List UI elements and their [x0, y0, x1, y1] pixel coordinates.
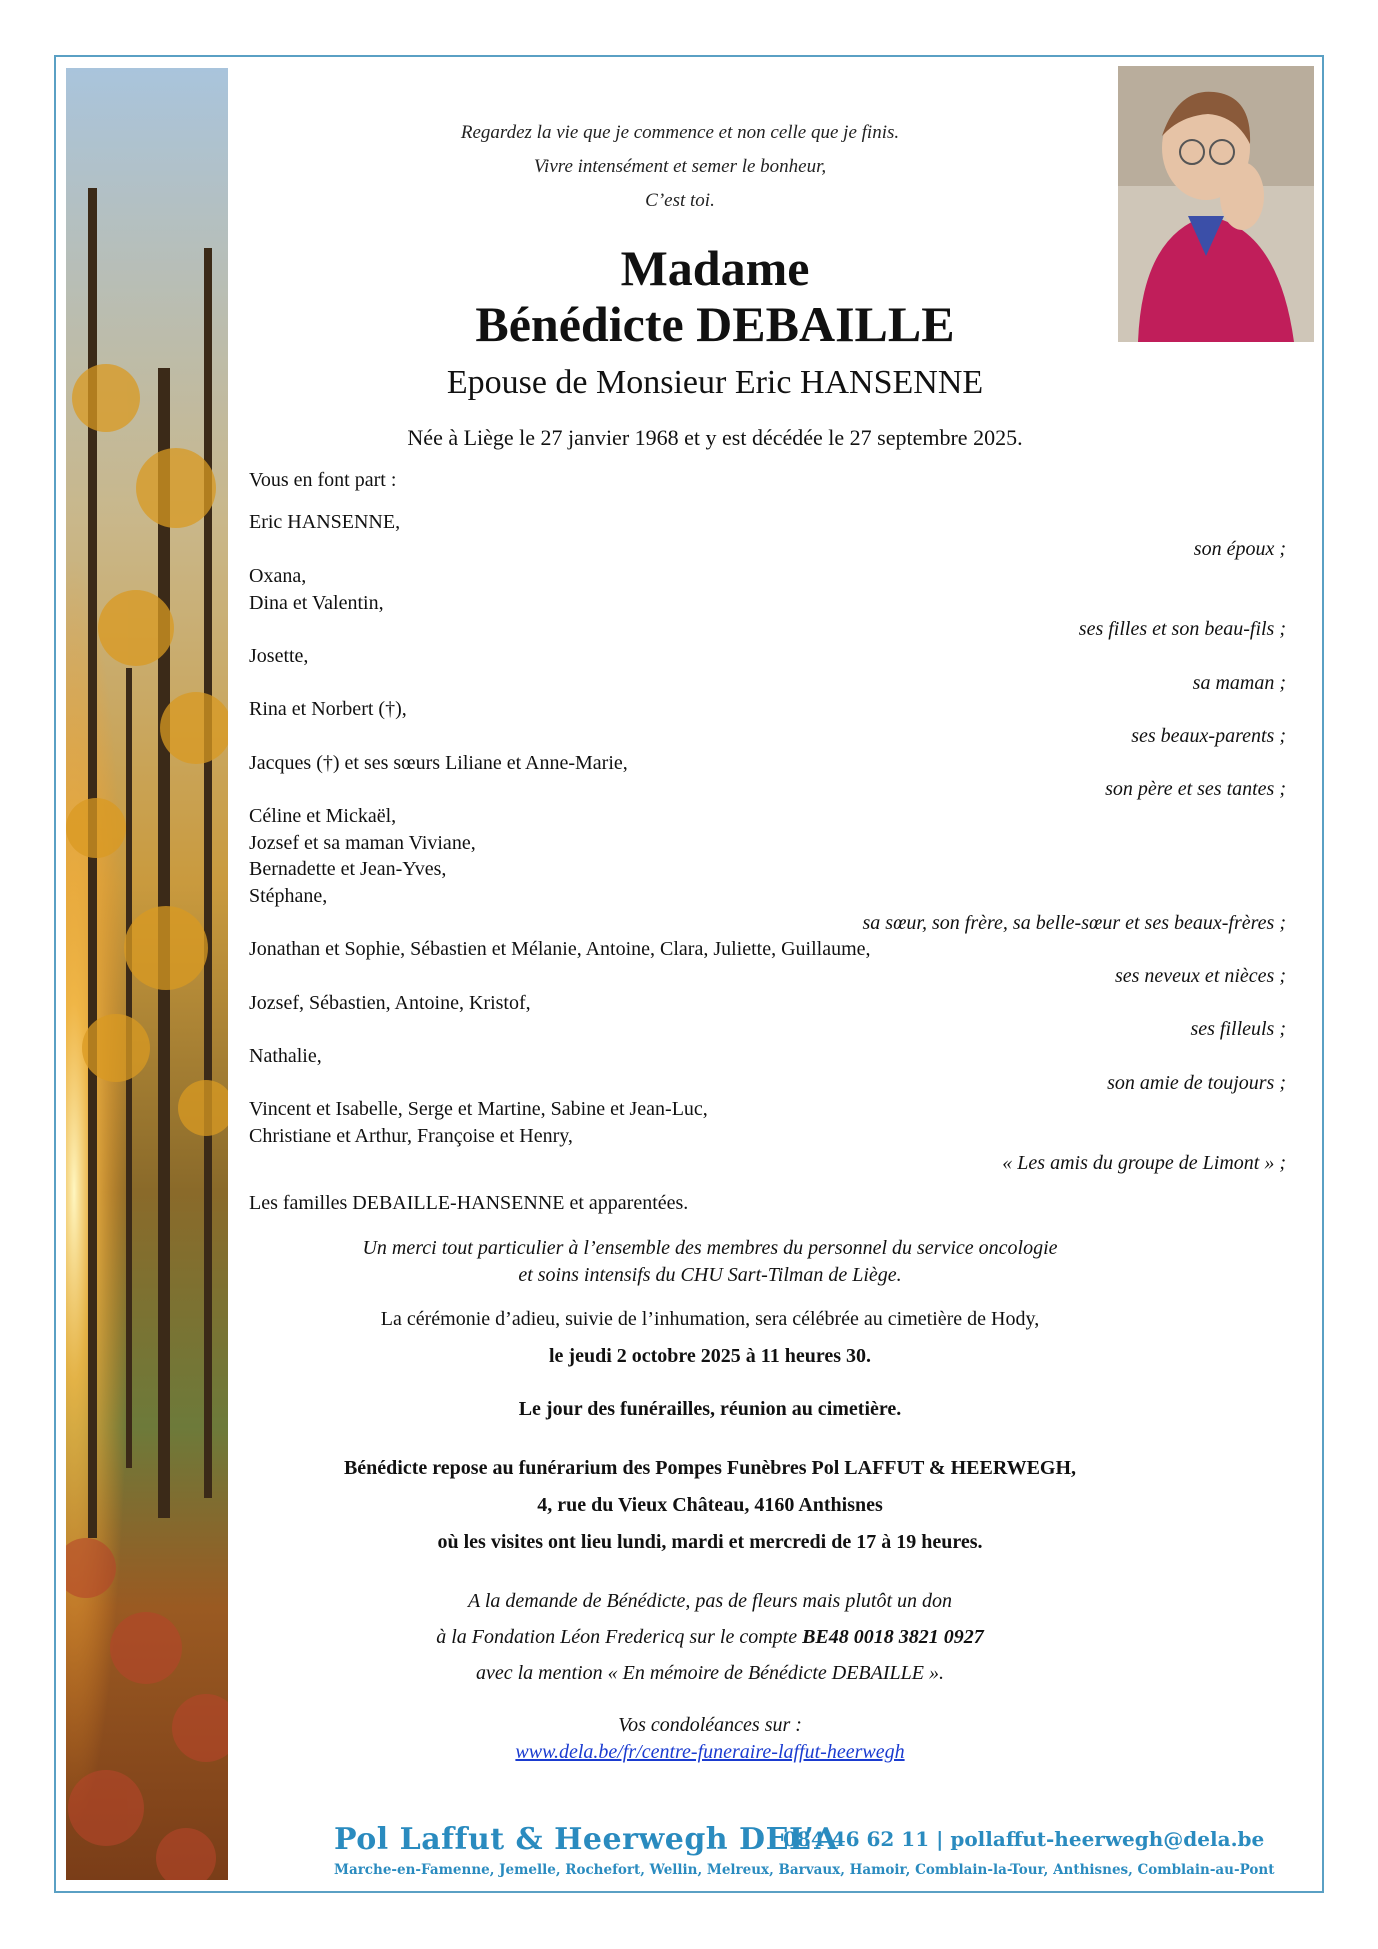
donation-line: avec la mention « En mémoire de Bénédicte DEBAILLE ». [475, 1662, 944, 1684]
family-names: Christiane et Arthur, Françoise et Henry, [249, 1125, 573, 1147]
family-relation: sa sœur, son frère, sa belle-sœur et ses beaux-frères ; [862, 912, 1286, 934]
thanks-line: et soins intensifs du CHU Sart-Tilman de Liège. [518, 1264, 902, 1286]
family-relation: ses beaux-parents ; [1131, 725, 1286, 747]
family-relation: son père et ses tantes ; [1105, 778, 1286, 800]
intro-text: Vous en font part : [249, 469, 397, 491]
family-names: Bernadette et Jean-Yves, [249, 858, 447, 880]
donation-prefix: à la Fondation Léon Fredericq sur le compte [436, 1626, 803, 1648]
title-name: Bénédicte DEBAILLE [475, 296, 955, 352]
funeral-home-locations: Marche-en-Famenne, Jemelle, Rochefort, Wellin, Melreux, Barvaux, Hamoir, Comblain-la-Tour, Anthisnes, Comblain-au-Pont [334, 1862, 1275, 1878]
family-relation: « Les amis du groupe de Limont » ; [1002, 1152, 1286, 1174]
family-relation: ses neveux et nièces ; [1114, 965, 1286, 987]
funerarium-line: Bénédicte repose au funérarium des Pompes Funèbres Pol LAFFUT & HEERWEGH, [343, 1457, 1077, 1479]
bank-account: BE48 0018 3821 0927 [802, 1626, 984, 1648]
family-relation: ses filles et son beau-fils ; [1078, 618, 1286, 640]
portrait-photo [1118, 66, 1314, 342]
condolences-label: Vos condoléances sur : [618, 1714, 802, 1736]
condolences-link[interactable]: www.dela.be/fr/centre-funeraire-laffut-heerwegh [515, 1741, 905, 1763]
donation-line: A la demande de Bénédicte, pas de fleurs mais plutôt un don [468, 1590, 952, 1612]
funerarium-line: 4, rue du Vieux Château, 4160 Anthisnes [537, 1494, 883, 1516]
family-names: Stéphane, [249, 885, 328, 907]
family-relation: son époux ; [1193, 538, 1286, 560]
family-names: Jozsef, Sébastien, Antoine, Kristof, [249, 992, 531, 1014]
birth-death-line: Née à Liège le 27 janvier 1968 et y est décédée le 27 septembre 2025. [407, 425, 1023, 450]
poem [330, 116, 1030, 218]
thanks-message [260, 1235, 1160, 1289]
family-names: Jacques (†) et ses sœurs Liliane et Anne-Marie, [249, 752, 628, 774]
ceremony-text: La cérémonie d’adieu, suivie de l’inhumation, sera célébrée au cimetière de Hody, [380, 1308, 1040, 1330]
funerarium-info [260, 1450, 1160, 1561]
poem-line: C’est toi. [645, 190, 715, 211]
poem-line: Regardez la vie que je commence et non celle que je finis. [460, 122, 900, 143]
meeting-text: Le jour des funérailles, réunion au cimetière. [518, 1398, 902, 1420]
spouse-line: Epouse de Monsieur Eric HANSENNE [446, 364, 984, 401]
funerarium-line: où les visites ont lieu lundi, mardi et mercredi de 17 à 19 heures. [437, 1531, 983, 1553]
family-relation: son amie de toujours ; [1107, 1072, 1286, 1094]
condolences [260, 1712, 1160, 1766]
deceased-name [300, 240, 1130, 352]
family-names: Nathalie, [249, 1045, 322, 1067]
family-relation: sa maman ; [1192, 672, 1286, 694]
ceremony-date: le jeudi 2 octobre 2025 à 11 heures 30. [548, 1345, 872, 1367]
family-names: Jozsef et sa maman Viviane, [249, 832, 476, 854]
family-names: Vincent et Isabelle, Serge et Martine, Sabine et Jean-Luc, [249, 1098, 708, 1120]
funeral-home-logo: Pol Laffut & Heerwegh DEL’A [334, 1822, 839, 1857]
title-honorific: Madame [620, 240, 810, 296]
family-names: Jonathan et Sophie, Sébastien et Mélanie, Antoine, Clara, Juliette, Guillaume, [249, 938, 871, 960]
family-names: Josette, [249, 645, 309, 667]
family-names: Oxana, [249, 565, 307, 587]
donation-request [260, 1583, 1160, 1691]
family-names: Eric HANSENNE, [249, 511, 401, 533]
funeral-home-contact: 084 46 62 11 | pollaffut-heerwegh@dela.be [783, 1827, 1265, 1851]
donation-line [260, 1619, 1160, 1655]
thanks-line: Un merci tout particulier à l’ensemble des membres du personnel du service oncologie [362, 1237, 1058, 1259]
families-line: Les familles DEBAILLE-HANSENNE et apparentées. [249, 1192, 689, 1214]
family-names: Rina et Norbert (†), [249, 698, 407, 720]
family-names: Céline et Mickaël, [249, 805, 397, 827]
poem-line: Vivre intensément et semer le bonheur, [533, 156, 827, 177]
family-names: Dina et Valentin, [249, 592, 384, 614]
family-relation: ses filleuls ; [1190, 1018, 1286, 1040]
autumn-forest-image [66, 68, 228, 1880]
